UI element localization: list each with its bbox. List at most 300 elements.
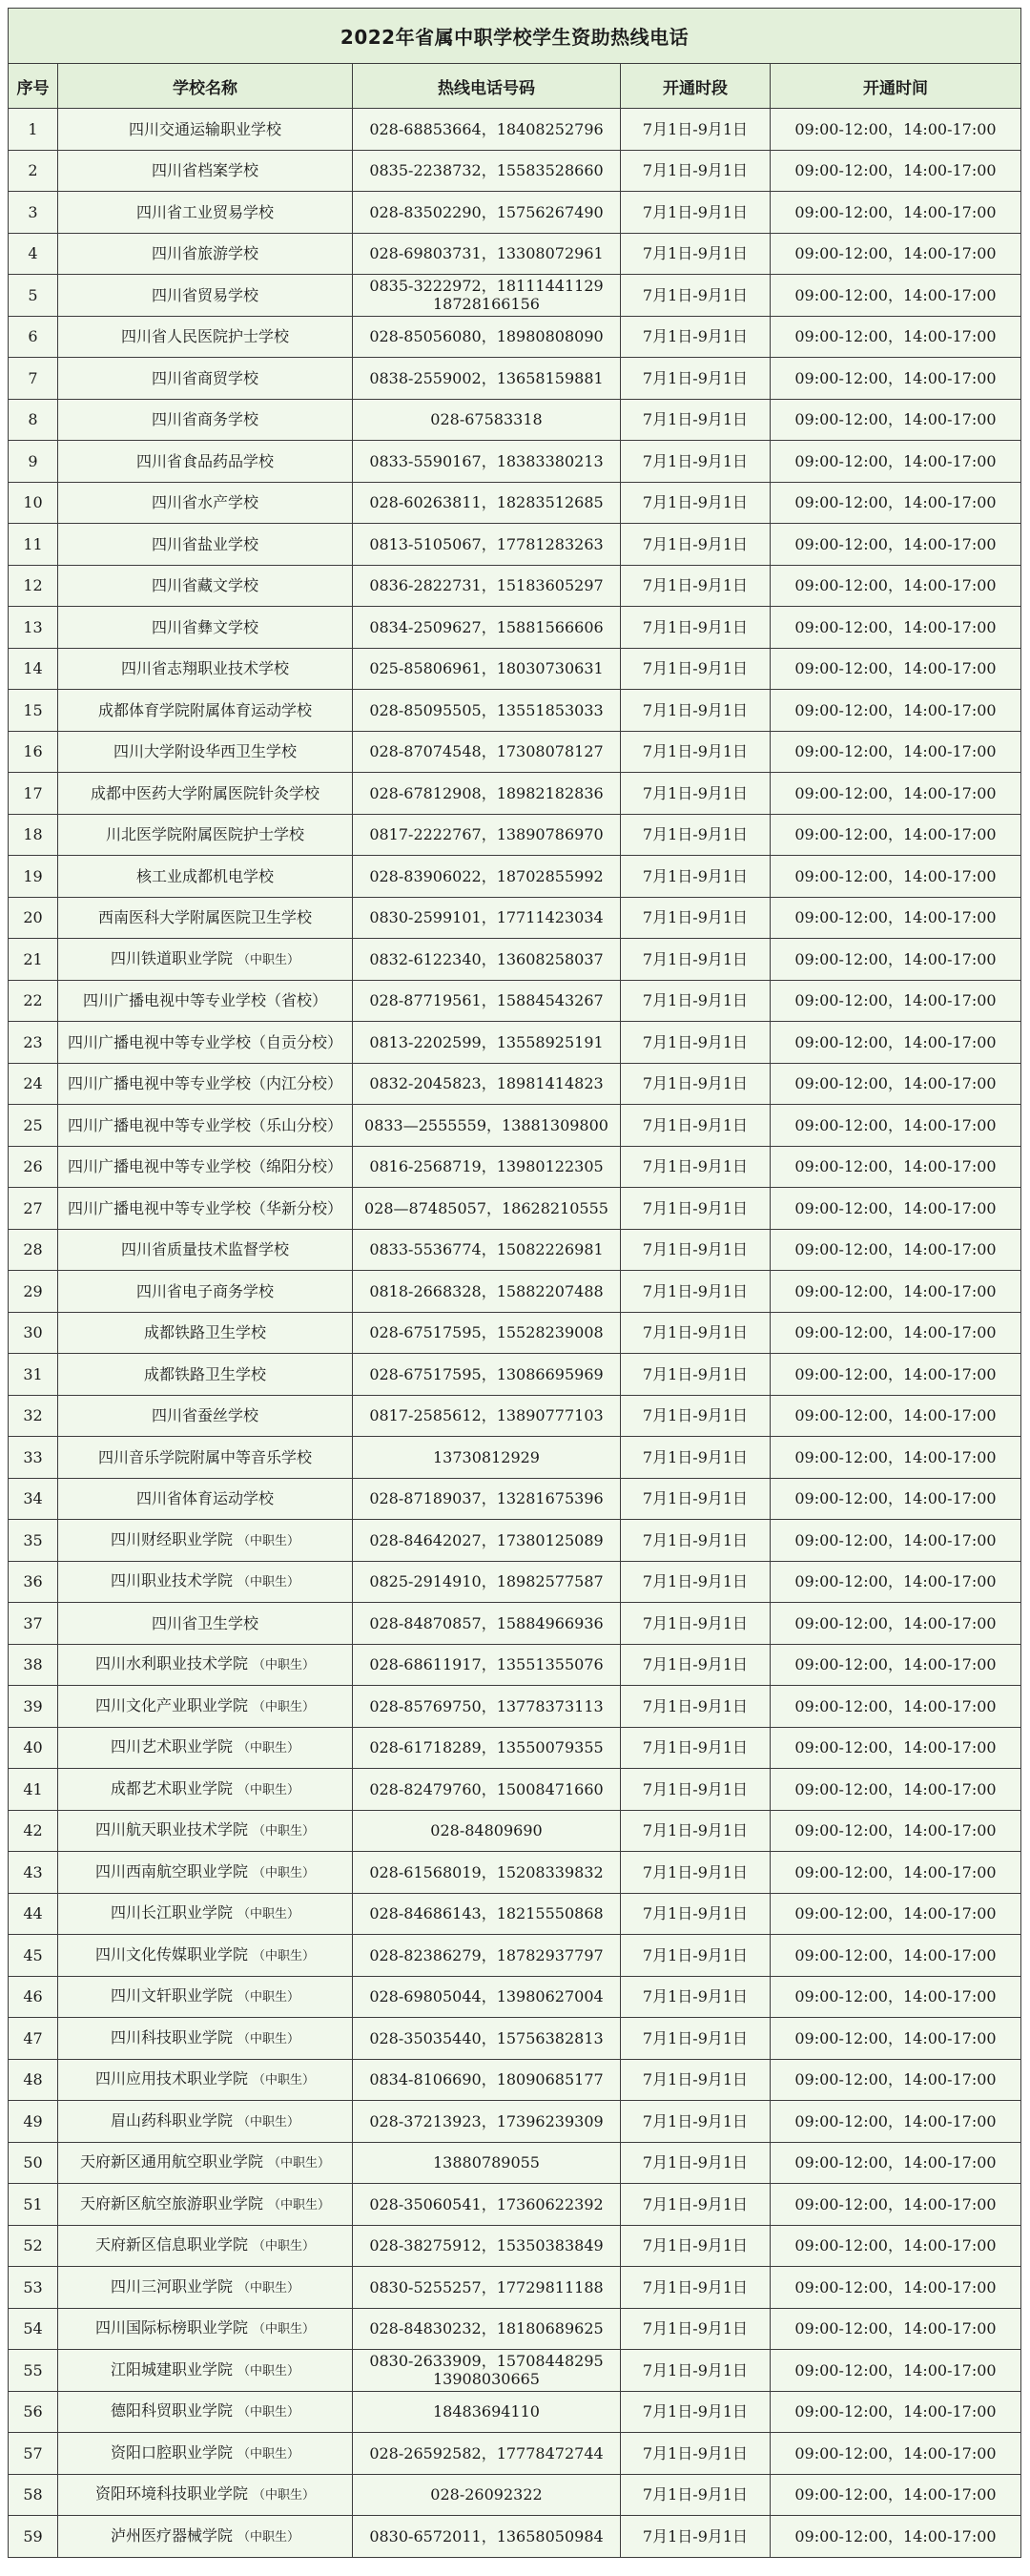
service-period: 7月1日-9月1日 xyxy=(621,399,771,441)
school-name xyxy=(58,1976,353,2018)
school-name-text: 西南医科大学附属医院卫生学校 xyxy=(97,908,312,927)
row-number: 18 xyxy=(9,814,58,856)
school-name xyxy=(58,1852,353,1894)
service-period: 7月1日-9月1日 xyxy=(621,1769,771,1811)
row-number: 48 xyxy=(9,2059,58,2101)
row-number: 25 xyxy=(9,1105,58,1147)
school-name-text: 天府新区航空旅游职业学院 xyxy=(79,2193,263,2212)
phone-number: 028-83502290，15756267490 xyxy=(369,202,604,221)
header-period: 开通时段 xyxy=(621,64,771,109)
school-name-text: 四川广播电视中等专业学校（绵阳分校） xyxy=(67,1157,342,1176)
table-row xyxy=(9,1769,1021,1811)
hotline-phone xyxy=(353,690,621,732)
school-name xyxy=(58,1810,353,1852)
service-hours: 09:00-12:00，14:00-17:00 xyxy=(771,2516,1021,2558)
service-period: 7月1日-9月1日 xyxy=(621,1146,771,1188)
phone-number: 028-85056080，18980808090 xyxy=(369,327,604,346)
row-number: 30 xyxy=(9,1312,58,1354)
phone-number: 0825-2914910，18982577587 xyxy=(369,1572,604,1591)
service-period: 7月1日-9月1日 xyxy=(621,441,771,483)
hotline-phone xyxy=(353,1852,621,1894)
school-name xyxy=(58,607,353,649)
service-hours: 09:00-12:00，14:00-17:00 xyxy=(771,1727,1021,1769)
table-row xyxy=(9,2474,1021,2516)
phone-number: 0830-5255257，17729811188 xyxy=(369,2277,604,2296)
table-row xyxy=(9,690,1021,732)
school-name xyxy=(58,2101,353,2143)
school-name-text: 川北医学院附属医院护士学校 xyxy=(105,825,304,844)
service-period: 7月1日-9月1日 xyxy=(621,773,771,815)
service-hours: 09:00-12:00，14:00-17:00 xyxy=(771,731,1021,773)
table-row xyxy=(9,1271,1021,1313)
service-hours: 09:00-12:00，14:00-17:00 xyxy=(771,399,1021,441)
table-row xyxy=(9,233,1021,275)
service-period: 7月1日-9月1日 xyxy=(621,1437,771,1479)
school-name xyxy=(58,2018,353,2060)
table-row xyxy=(9,1810,1021,1852)
service-hours: 09:00-12:00，14:00-17:00 xyxy=(771,275,1021,317)
phone-number: 028-67517595，15528239008 xyxy=(369,1323,604,1342)
hotline-phone xyxy=(353,524,621,566)
phone-number: 0817-2222767，13890786970 xyxy=(369,825,604,844)
phone-number: 028-87189037，13281675396 xyxy=(369,1489,604,1508)
student-type-suffix: （中职生） xyxy=(253,1824,316,1839)
phone-number: 028-67583318 xyxy=(430,410,543,429)
table-row xyxy=(9,1105,1021,1147)
service-period: 7月1日-9月1日 xyxy=(621,565,771,607)
service-period: 7月1日-9月1日 xyxy=(621,607,771,649)
school-name-text: 四川省食品药品学校 xyxy=(135,451,274,470)
school-name-text: 成都铁路卫生学校 xyxy=(143,1364,266,1383)
hotline-phone xyxy=(353,1686,621,1728)
row-number: 22 xyxy=(9,980,58,1022)
hotline-phone xyxy=(353,1146,621,1188)
row-number: 17 xyxy=(9,773,58,815)
service-hours: 09:00-12:00，14:00-17:00 xyxy=(771,1437,1021,1479)
service-hours: 09:00-12:00，14:00-17:00 xyxy=(771,939,1021,981)
row-number: 33 xyxy=(9,1437,58,1479)
school-name-text: 四川省档案学校 xyxy=(151,161,258,180)
service-hours: 09:00-12:00，14:00-17:00 xyxy=(771,441,1021,483)
hotline-phone xyxy=(353,109,621,151)
service-hours: 09:00-12:00，14:00-17:00 xyxy=(771,2433,1021,2475)
hotline-phone xyxy=(353,2308,621,2350)
service-period: 7月1日-9月1日 xyxy=(621,1271,771,1313)
service-period: 7月1日-9月1日 xyxy=(621,2391,771,2433)
service-period: 7月1日-9月1日 xyxy=(621,192,771,234)
table-row xyxy=(9,192,1021,234)
school-name xyxy=(58,1354,353,1396)
service-hours: 09:00-12:00，14:00-17:00 xyxy=(771,856,1021,898)
phone-number: 0830-2599101，17711423034 xyxy=(369,908,604,927)
service-hours: 09:00-12:00，14:00-17:00 xyxy=(771,1146,1021,1188)
student-type-suffix: （中职生） xyxy=(253,2322,316,2337)
service-hours: 09:00-12:00，14:00-17:00 xyxy=(771,1893,1021,1935)
service-period: 7月1日-9月1日 xyxy=(621,690,771,732)
school-name-text: 四川省彝文学校 xyxy=(151,617,258,636)
table-row xyxy=(9,1354,1021,1396)
school-name-text: 四川省藏文学校 xyxy=(151,576,258,595)
service-period: 7月1日-9月1日 xyxy=(621,1976,771,2018)
service-hours: 09:00-12:00，14:00-17:00 xyxy=(771,1976,1021,2018)
service-hours: 09:00-12:00，14:00-17:00 xyxy=(771,233,1021,275)
row-number: 35 xyxy=(9,1520,58,1562)
school-name xyxy=(58,2350,353,2392)
school-name xyxy=(58,980,353,1022)
phone-number: 028-26592582，17778472744 xyxy=(369,2443,604,2462)
table-row xyxy=(9,1520,1021,1562)
service-hours: 09:00-12:00，14:00-17:00 xyxy=(771,2391,1021,2433)
table-row xyxy=(9,1686,1021,1728)
row-number: 4 xyxy=(9,233,58,275)
row-number: 58 xyxy=(9,2474,58,2516)
service-period: 7月1日-9月1日 xyxy=(621,2308,771,2350)
phone-number: 028-60263811，18283512685 xyxy=(369,493,604,512)
table-row xyxy=(9,524,1021,566)
student-type-suffix: （中职生） xyxy=(253,2239,316,2254)
school-name xyxy=(58,1686,353,1728)
service-period: 7月1日-9月1日 xyxy=(621,1561,771,1603)
hotline-phone xyxy=(353,2474,621,2516)
school-name-text: 泸州医疗器械学院 xyxy=(110,2525,233,2545)
hotline-phone xyxy=(353,1312,621,1354)
table-row xyxy=(9,150,1021,192)
service-hours: 09:00-12:00，14:00-17:00 xyxy=(771,1644,1021,1686)
phone-number: 028-26092322 xyxy=(430,2485,543,2504)
phone-number: 028—87485057，18628210555 xyxy=(364,1198,608,1217)
service-hours: 09:00-12:00，14:00-17:00 xyxy=(771,1063,1021,1105)
student-type-suffix: （中职生） xyxy=(237,1782,300,1797)
school-name xyxy=(58,1478,353,1520)
school-name-text: 资阳环境科技职业学院 xyxy=(94,2484,248,2503)
service-hours: 09:00-12:00，14:00-17:00 xyxy=(771,150,1021,192)
school-name-text: 四川大学附设华西卫生学校 xyxy=(113,742,297,761)
school-name xyxy=(58,2059,353,2101)
row-number: 53 xyxy=(9,2267,58,2309)
service-hours: 09:00-12:00，14:00-17:00 xyxy=(771,524,1021,566)
school-name-text: 四川省盐业学校 xyxy=(151,534,258,553)
student-type-suffix: （中职生） xyxy=(237,2280,300,2296)
table-row xyxy=(9,1976,1021,2018)
header-school: 学校名称 xyxy=(58,64,353,109)
table-row xyxy=(9,1603,1021,1645)
school-name-text: 四川交通运输职业学校 xyxy=(128,119,281,138)
phone-number: 028-87719561，15884543267 xyxy=(369,991,604,1010)
student-type-suffix: （中职生） xyxy=(237,2114,300,2129)
student-type-suffix: （中职生） xyxy=(237,2446,300,2462)
hotline-phone xyxy=(353,441,621,483)
hotline-phone xyxy=(353,2018,621,2060)
phone-number: 0833-5590167，18383380213 xyxy=(369,451,604,470)
student-type-suffix: （中职生） xyxy=(237,952,300,967)
row-number: 55 xyxy=(9,2350,58,2392)
row-number: 39 xyxy=(9,1686,58,1728)
service-hours: 09:00-12:00，14:00-17:00 xyxy=(771,1229,1021,1271)
school-name-text: 四川省商贸学校 xyxy=(151,368,258,387)
row-number: 44 xyxy=(9,1893,58,1935)
service-hours: 09:00-12:00，14:00-17:00 xyxy=(771,2308,1021,2350)
service-hours: 09:00-12:00，14:00-17:00 xyxy=(771,1354,1021,1396)
school-name xyxy=(58,2184,353,2226)
row-number: 43 xyxy=(9,1852,58,1894)
service-hours: 09:00-12:00，14:00-17:00 xyxy=(771,2101,1021,2143)
table-row xyxy=(9,2433,1021,2475)
row-number: 31 xyxy=(9,1354,58,1396)
school-name-text: 四川文轩职业学院 xyxy=(110,1986,233,2005)
service-hours: 09:00-12:00，14:00-17:00 xyxy=(771,1686,1021,1728)
student-type-suffix: （中职生） xyxy=(253,1658,316,1673)
service-period: 7月1日-9月1日 xyxy=(621,275,771,317)
service-period: 7月1日-9月1日 xyxy=(621,1686,771,1728)
service-period: 7月1日-9月1日 xyxy=(621,358,771,400)
school-name xyxy=(58,441,353,483)
hotline-phone xyxy=(353,814,621,856)
table-row xyxy=(9,482,1021,524)
service-period: 7月1日-9月1日 xyxy=(621,2350,771,2392)
phone-number: 025-85806961，18030730631 xyxy=(369,659,604,678)
table-row xyxy=(9,731,1021,773)
student-type-suffix: （中职生） xyxy=(253,1865,316,1880)
hotline-table xyxy=(8,8,1021,2558)
phone-number: 028-85095505，13551853033 xyxy=(369,700,604,719)
service-period: 7月1日-9月1日 xyxy=(621,1644,771,1686)
service-period: 7月1日-9月1日 xyxy=(621,1603,771,1645)
school-name-text: 四川广播电视中等专业学校（省校） xyxy=(82,991,327,1010)
row-number: 3 xyxy=(9,192,58,234)
phone-number: 028-69803731，13308072961 xyxy=(369,244,604,263)
service-period: 7月1日-9月1日 xyxy=(621,1063,771,1105)
hotline-phone xyxy=(353,275,621,317)
hotline-phone xyxy=(353,1188,621,1230)
student-type-suffix: （中职生） xyxy=(237,2031,300,2046)
service-hours: 09:00-12:00，14:00-17:00 xyxy=(771,1769,1021,1811)
phone-number: 028-84642027，17380125089 xyxy=(369,1530,604,1549)
school-name xyxy=(58,1644,353,1686)
student-type-suffix: （中职生） xyxy=(253,2073,316,2088)
school-name xyxy=(58,1520,353,1562)
school-name-text: 四川文化传媒职业学院 xyxy=(94,1944,248,1963)
school-name-text: 四川省商务学校 xyxy=(151,410,258,429)
table-row xyxy=(9,607,1021,649)
row-number: 42 xyxy=(9,1810,58,1852)
service-hours: 09:00-12:00，14:00-17:00 xyxy=(771,316,1021,358)
service-period: 7月1日-9月1日 xyxy=(621,2101,771,2143)
hotline-phone xyxy=(353,1976,621,2018)
phone-number: 13880789055 xyxy=(433,2153,540,2172)
school-name-text: 四川省电子商务学校 xyxy=(135,1281,274,1300)
service-period: 7月1日-9月1日 xyxy=(621,939,771,981)
school-name xyxy=(58,1395,353,1437)
hotline-phone xyxy=(353,773,621,815)
service-period: 7月1日-9月1日 xyxy=(621,109,771,151)
table-row xyxy=(9,1893,1021,1935)
phone-number: 0833—2555559，13881309800 xyxy=(364,1115,608,1134)
service-hours: 09:00-12:00，14:00-17:00 xyxy=(771,773,1021,815)
hotline-phone xyxy=(353,648,621,690)
school-name-text: 四川省体育运动学校 xyxy=(135,1489,274,1508)
table-row xyxy=(9,2142,1021,2184)
school-name xyxy=(58,1022,353,1064)
table-row xyxy=(9,1727,1021,1769)
table-row xyxy=(9,109,1021,151)
service-period: 7月1日-9月1日 xyxy=(621,1893,771,1935)
row-number: 6 xyxy=(9,316,58,358)
row-number: 32 xyxy=(9,1395,58,1437)
row-number: 47 xyxy=(9,2018,58,2060)
school-name xyxy=(58,150,353,192)
hotline-phone xyxy=(353,2350,621,2392)
service-period: 7月1日-9月1日 xyxy=(621,2267,771,2309)
school-name xyxy=(58,1769,353,1811)
school-name-text: 四川省贸易学校 xyxy=(151,285,258,304)
school-name xyxy=(58,482,353,524)
hotline-phone xyxy=(353,2516,621,2558)
phone-number: 028-67812908，18982182836 xyxy=(369,783,604,802)
service-hours: 09:00-12:00，14:00-17:00 xyxy=(771,2267,1021,2309)
school-name xyxy=(58,1727,353,1769)
table-row xyxy=(9,316,1021,358)
service-hours: 09:00-12:00，14:00-17:00 xyxy=(771,1312,1021,1354)
hotline-phone xyxy=(353,1229,621,1271)
school-name-text: 成都艺术职业学院 xyxy=(110,1778,233,1797)
school-name xyxy=(58,275,353,317)
row-number: 14 xyxy=(9,648,58,690)
student-type-suffix: （中职生） xyxy=(237,2405,300,2420)
hotline-phone xyxy=(353,1893,621,1935)
school-name xyxy=(58,2267,353,2309)
phone-number: 0833-5536774，15082226981 xyxy=(369,1240,604,1259)
hotline-phone xyxy=(353,1644,621,1686)
school-name-text: 四川省质量技术监督学校 xyxy=(120,1240,289,1259)
phone-number: 028-82386279，18782937797 xyxy=(369,1945,604,1964)
hotline-phone xyxy=(353,2225,621,2267)
student-type-suffix: （中职生） xyxy=(237,2529,300,2545)
school-name-text: 四川航天职业技术学院 xyxy=(94,1820,248,1839)
school-name-text: 四川省人民医院护士学校 xyxy=(120,327,289,346)
phone-number: 18728166156 xyxy=(433,295,540,314)
table-row xyxy=(9,2308,1021,2350)
row-number: 27 xyxy=(9,1188,58,1230)
row-number: 7 xyxy=(9,358,58,400)
service-hours: 09:00-12:00，14:00-17:00 xyxy=(771,1188,1021,1230)
school-name-text: 四川省水产学校 xyxy=(151,493,258,512)
hotline-phone xyxy=(353,1354,621,1396)
service-period: 7月1日-9月1日 xyxy=(621,1478,771,1520)
school-name xyxy=(58,648,353,690)
phone-number: 0830-6572011，13658050984 xyxy=(369,2526,604,2545)
phone-number: 0818-2668328，15882207488 xyxy=(369,1281,604,1300)
table-row xyxy=(9,773,1021,815)
header-phone: 热线电话号码 xyxy=(353,64,621,109)
service-period: 7月1日-9月1日 xyxy=(621,2018,771,2060)
service-hours: 09:00-12:00，14:00-17:00 xyxy=(771,2184,1021,2226)
hotline-phone xyxy=(353,2391,621,2433)
student-type-suffix: （中职生） xyxy=(253,2488,316,2503)
row-number: 15 xyxy=(9,690,58,732)
school-name xyxy=(58,2433,353,2475)
phone-number: 0813-2202599，13558925191 xyxy=(369,1032,604,1051)
phone-number: 028-35060541，17360622392 xyxy=(369,2194,604,2213)
phone-number: 0813-5105067，17781283263 xyxy=(369,534,604,553)
school-name xyxy=(58,565,353,607)
table-row xyxy=(9,856,1021,898)
service-hours: 09:00-12:00，14:00-17:00 xyxy=(771,690,1021,732)
service-period: 7月1日-9月1日 xyxy=(621,1354,771,1396)
phone-number: 028-68853664，18408252796 xyxy=(369,119,604,138)
phone-number: 0834-8106690，18090685177 xyxy=(369,2070,604,2089)
hotline-phone xyxy=(353,1603,621,1645)
phone-number: 028-82479760，15008471660 xyxy=(369,1779,604,1798)
table-row xyxy=(9,1022,1021,1064)
service-hours: 09:00-12:00，14:00-17:00 xyxy=(771,1478,1021,1520)
service-hours: 09:00-12:00，14:00-17:00 xyxy=(771,565,1021,607)
phone-number: 028-61718289，13550079355 xyxy=(369,1738,604,1757)
service-hours: 09:00-12:00，14:00-17:00 xyxy=(771,2059,1021,2101)
school-name-text: 四川广播电视中等专业学校（内江分校） xyxy=(67,1074,342,1093)
service-hours: 09:00-12:00，14:00-17:00 xyxy=(771,482,1021,524)
service-period: 7月1日-9月1日 xyxy=(621,648,771,690)
school-name-text: 四川省志翔职业技术学校 xyxy=(120,659,289,678)
row-number: 29 xyxy=(9,1271,58,1313)
hotline-phone xyxy=(353,399,621,441)
table-row xyxy=(9,358,1021,400)
table-row xyxy=(9,2018,1021,2060)
phone-number: 13730812929 xyxy=(433,1447,540,1466)
student-type-suffix: （中职生） xyxy=(237,1990,300,2005)
phone-number: 0832-6122340，13608258037 xyxy=(369,949,604,968)
hotline-phone xyxy=(353,316,621,358)
service-period: 7月1日-9月1日 xyxy=(621,482,771,524)
school-name xyxy=(58,2474,353,2516)
hotline-phone xyxy=(353,233,621,275)
service-period: 7月1日-9月1日 xyxy=(621,1105,771,1147)
table-row xyxy=(9,2350,1021,2392)
service-hours: 09:00-12:00，14:00-17:00 xyxy=(771,1271,1021,1313)
service-hours: 09:00-12:00，14:00-17:00 xyxy=(771,1852,1021,1894)
school-name xyxy=(58,856,353,898)
service-period: 7月1日-9月1日 xyxy=(621,731,771,773)
row-number: 45 xyxy=(9,1935,58,1977)
phone-number: 0834-2509627，15881566606 xyxy=(369,617,604,636)
school-name xyxy=(58,109,353,151)
table-row xyxy=(9,1561,1021,1603)
row-number: 23 xyxy=(9,1022,58,1064)
school-name-text: 四川国际标榜职业学院 xyxy=(94,2318,248,2337)
school-name-text: 四川省工业贸易学校 xyxy=(135,202,274,221)
hotline-phone xyxy=(353,1727,621,1769)
service-hours: 09:00-12:00，14:00-17:00 xyxy=(771,814,1021,856)
table-row xyxy=(9,1312,1021,1354)
row-number: 16 xyxy=(9,731,58,773)
school-name-text: 成都中医药大学附属医院针灸学校 xyxy=(90,783,319,802)
school-name xyxy=(58,897,353,939)
school-name-text: 四川广播电视中等专业学校（自贡分校） xyxy=(67,1032,342,1051)
school-name xyxy=(58,690,353,732)
school-name-text: 四川西南航空职业学院 xyxy=(94,1861,248,1880)
school-name-text: 四川长江职业学院 xyxy=(110,1903,233,1922)
service-hours: 09:00-12:00，14:00-17:00 xyxy=(771,2225,1021,2267)
row-number: 9 xyxy=(9,441,58,483)
title-row xyxy=(9,9,1021,64)
school-name xyxy=(58,2225,353,2267)
phone-number: 028-85769750，13778373113 xyxy=(369,1696,604,1715)
row-number: 59 xyxy=(9,2516,58,2558)
school-name-text: 四川艺术职业学院 xyxy=(110,1737,233,1756)
service-period: 7月1日-9月1日 xyxy=(621,1188,771,1230)
table-row xyxy=(9,2516,1021,2558)
service-period: 7月1日-9月1日 xyxy=(621,1727,771,1769)
hotline-phone xyxy=(353,565,621,607)
